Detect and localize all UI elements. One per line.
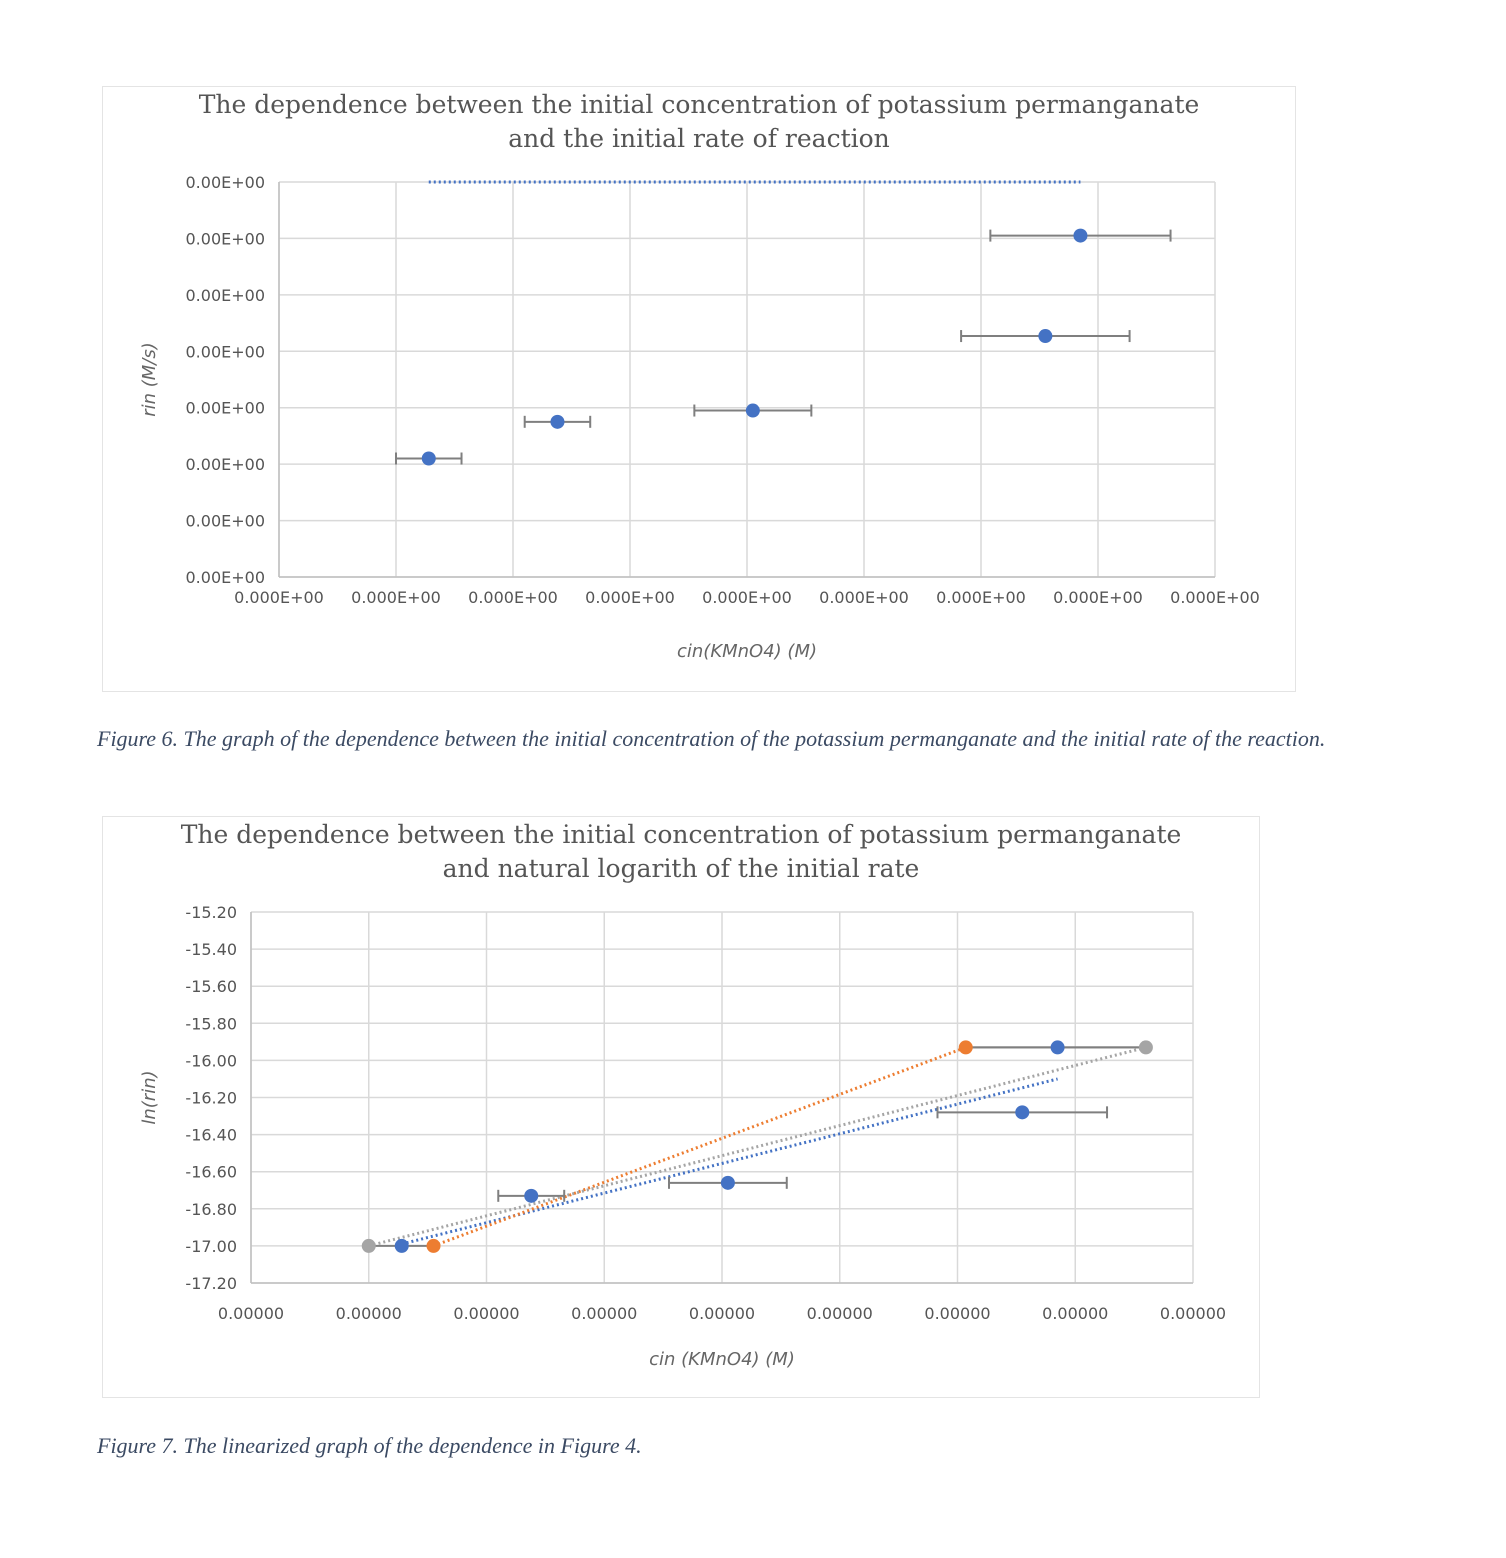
y-tick-label: -16.80 [185,1199,237,1219]
x-tick-label: 0.00000 [453,1304,520,1323]
data-point [959,1040,973,1054]
x-tick-label: 0.00000 [1159,1304,1227,1323]
y-tick-label: 0.00E+00 [185,173,265,192]
y-tick-label: -17.00 [185,1236,237,1256]
x-tick-label: 0.00000 [1042,1304,1109,1323]
x-tick-label: 0.000E+00 [702,588,792,607]
y-tick-label: 0.00E+00 [185,229,265,249]
data-point [395,1239,409,1253]
figure-7-caption: Figure 7. The linearized graph of the dependence in Figure 4. [97,1433,642,1458]
y-tick-label: -15.20 [185,903,237,922]
y-tick-label: 0.00E+00 [185,511,265,531]
y-axis-label: ln(rin) [139,1070,160,1125]
y-tick-label: -16.40 [185,1125,237,1145]
data-point [422,452,436,466]
data-point [1139,1040,1153,1054]
chart-rate-vs-concentration [102,86,1296,692]
x-axis-label: cin (KMnO4) (M) [649,1349,795,1370]
x-tick-label: 0.000E+00 [351,588,441,607]
y-tick-label: -15.80 [185,1014,237,1034]
trendline [369,1047,1146,1245]
chart-title-line: and natural logarith of the initial rate [442,854,920,883]
data-point [550,415,564,429]
y-tick-label: 0.00E+00 [185,342,265,362]
x-tick-label: 0.000E+00 [1053,588,1143,607]
y-tick-label: 0.00E+00 [185,568,265,587]
x-tick-label: 0.000E+00 [819,588,909,607]
x-tick-label: 0.000E+00 [585,588,675,607]
y-tick-label: -17.20 [185,1274,237,1293]
x-tick-label: 0.000E+00 [936,588,1026,607]
chart-title-line: and the initial rate of reaction [508,124,890,153]
data-point [721,1176,735,1190]
trendline [402,1079,1058,1244]
x-tick-label: 0.00000 [571,1304,638,1323]
data-point [427,1239,441,1253]
data-point [746,404,760,418]
x-tick-label: 0.00000 [924,1304,991,1323]
x-axis-label: cin(KMnO4) (M) [676,641,818,662]
data-point [1038,329,1052,343]
x-tick-label: 0.000E+00 [1170,588,1260,607]
y-tick-label: 0.00E+00 [185,455,265,475]
x-tick-label: 0.00000 [806,1304,873,1323]
x-tick-label: 0.00000 [335,1304,402,1323]
chart-ln-rate-vs-concentration [102,816,1260,1398]
y-tick-label: 0.00E+00 [185,398,265,418]
data-point [1051,1040,1065,1054]
data-point [1015,1105,1029,1119]
data-point [1073,229,1087,243]
chart-1-svg [103,87,1295,691]
y-tick-label: -16.00 [185,1051,237,1071]
y-tick-label: -16.20 [185,1088,237,1108]
data-point [362,1239,376,1253]
data-point [524,1189,538,1203]
x-tick-label: 0.000E+00 [468,588,558,607]
figure-6-caption: Figure 6. The graph of the dependence between the initial concentration of the potassium permanganate and the initial rate of the reaction. [97,726,1326,751]
y-tick-label: 0.00E+00 [185,285,265,305]
y-tick-label: -16.60 [185,1162,237,1182]
x-tick-label: 0.00000 [217,1304,285,1323]
y-axis-label: rin (M/s) [139,342,160,417]
chart-2-svg [103,817,1259,1397]
x-tick-label: 0.00000 [688,1304,756,1323]
y-tick-label: -15.60 [185,977,237,997]
chart-title-line: The dependence between the initial concentration of potassium permanganate [198,90,1200,119]
chart-title-line: The dependence between the initial concentration of potassium permanganate [180,820,1182,849]
x-tick-label: 0.000E+00 [234,588,324,607]
trendline [434,1047,966,1245]
y-tick-label: -15.40 [185,940,237,960]
